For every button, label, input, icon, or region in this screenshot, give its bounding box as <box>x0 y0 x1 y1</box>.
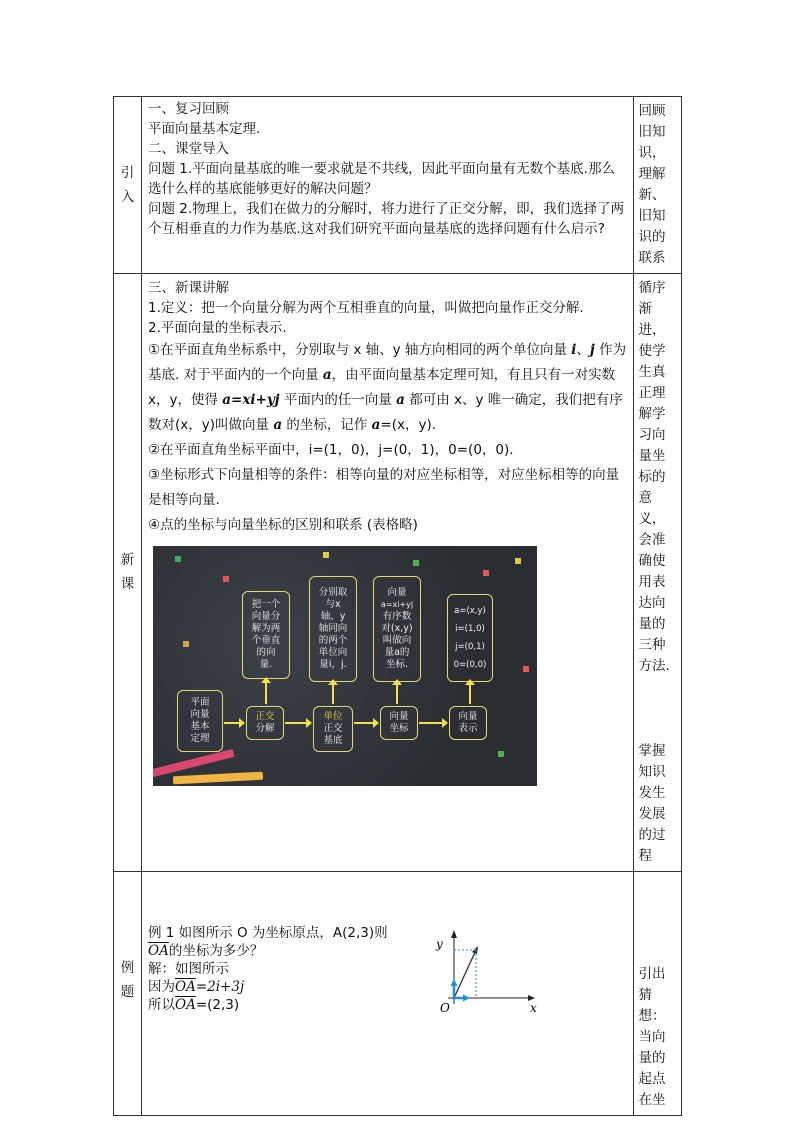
example-label: 例题 <box>120 960 135 1000</box>
example-text <box>148 924 408 1014</box>
vector-oa <box>454 950 476 998</box>
fig-label-origin: O <box>440 1001 450 1015</box>
intro-note-text: 回顾旧知识，理解新、旧知识的联系 <box>638 103 666 266</box>
intro-note <box>634 97 682 274</box>
pencil-yellow-icon <box>173 772 263 785</box>
confetti-mark <box>523 666 529 672</box>
box-vector-representation: 向量 表示 <box>449 706 487 740</box>
new-point-2: ②在平面直角坐标平面中，i=(1，0)，j=(0，1)，0=(0，0). <box>148 442 514 458</box>
new-point-3: ③坐标形式下向量相等的条件：相等向量的对应坐标相等，对应坐标相等的向量是相等向量. <box>148 467 620 508</box>
new-note-text: 循序渐进，使学生真正理解学习向量坐标的意义，会准确使用表达向量的三种方法. <box>638 280 670 674</box>
example-line-4: 因为$\overline{OA}=2i+3j$ <box>148 979 245 995</box>
confetti-mark <box>515 558 521 564</box>
confetti-mark <box>183 641 189 647</box>
new-label: 新课 <box>120 552 135 592</box>
confetti-mark <box>498 751 504 757</box>
row-label-example <box>114 872 142 1116</box>
concept-flow-slide <box>153 546 537 786</box>
example-note-text: 引出猜想：当向量的起点在坐 <box>638 966 666 1108</box>
arrow-right <box>224 722 240 724</box>
example-line-1: 例 1 如图所示 O 为坐标原点，A(2,3)则 <box>148 925 388 941</box>
example-note <box>634 872 682 1116</box>
arrow-up <box>332 684 334 704</box>
box-orthogonal: 正交 分解 <box>246 706 284 740</box>
example-line-2: $\overline{OA}$的坐标为多少？ <box>148 943 264 959</box>
unit-vector-i-arrowhead-icon <box>463 995 470 1002</box>
box-basic-theorem: 平面 向量 基本 定理 <box>177 690 223 752</box>
intro-label: 引入 <box>120 164 135 205</box>
intro-line-3: 二、课堂导入 <box>148 141 229 157</box>
new-coord-title: 2.平面向量的坐标表示. <box>148 320 287 336</box>
row-new <box>114 274 682 872</box>
confetti-mark <box>223 576 229 582</box>
fig-label-x: x <box>530 1001 537 1015</box>
new-point-4: ④点的坐标与向量坐标的区别和联系 (表格略) <box>148 517 418 533</box>
intro-line-1: 一、复习回顾 <box>148 101 229 117</box>
new-note <box>634 274 682 872</box>
arrow-up <box>265 682 267 704</box>
vector-figure <box>432 926 542 1016</box>
row-label-intro <box>114 97 142 274</box>
unit-vector-j-arrowhead-icon <box>451 979 458 986</box>
arrow-right <box>354 722 374 724</box>
arrow-up <box>396 684 398 704</box>
confetti-mark <box>175 556 181 562</box>
arrow-right <box>419 722 443 724</box>
arrow-right <box>285 722 307 724</box>
example-line-3: 解：如图所示 <box>148 961 229 977</box>
intro-content <box>142 97 634 274</box>
box-coordinate-desc: 向量 a=xi+yj 有序数 对(x,y) 叫做向 量a的 坐标. <box>373 576 421 682</box>
intro-line-4: 问题 1.平面向量基底的唯一要求就是不共线，因此平面向量有无数个基底.那么选什么样的基底能够更好的解决问题？ <box>148 161 615 197</box>
new-note-2-text: 掌握知识发生发展的过程 <box>638 743 666 864</box>
new-heading: 三、新课讲解 <box>148 280 229 296</box>
intro-line-5: 问题 2.物理上，我们在做力的分解时，将力进行了正交分解，即，我们选择了两个互相垂直的力作为基底.这对我们研究平面向量基底的选择问题有什么启示? <box>148 201 625 237</box>
confetti-mark <box>323 552 329 558</box>
example-content <box>142 872 634 1116</box>
new-point-1: ①在平面直角坐标系中，分别取与 x 轴、y 轴方向相同的两个单位向量 i、j 作为基底. 对于平面内的一个向量 a，由平面向量基本定理可知，有且只有一对实数 x，y，使得 a=xi+yj 平面内的任一向量 a 都可由 x、y 唯一确定，我们把有序数对(x，y)叫做向量 a 的坐标，记作 a=(x，y). <box>148 342 627 433</box>
intro-line-2: 平面向量基本定理. <box>148 121 261 137</box>
row-example <box>114 872 682 1116</box>
box-vector-coordinate: 向量 坐标 <box>380 706 418 740</box>
row-label-new <box>114 274 142 872</box>
new-content <box>142 274 634 872</box>
box-orthogonal-desc: 把一个 向量分 解为两 个垂直 的向 量. <box>242 591 290 679</box>
example-line-5: 所以$\overline{OA}=(2,3)$ <box>148 997 240 1013</box>
y-axis-arrow-icon <box>451 930 457 938</box>
fig-label-y: y <box>436 937 443 951</box>
arrow-up <box>469 684 471 704</box>
box-representation-desc: a=(x,y) i=(1,0) j=(0,1) 0=(0,0) <box>447 594 493 682</box>
lesson-table <box>113 96 682 1116</box>
confetti-mark <box>483 570 489 576</box>
row-intro <box>114 97 682 274</box>
box-unit-basis-desc: 分别取 与x 轴、y 轴同向 的两个 单位向 量i，j. <box>309 576 357 682</box>
new-definition: 1.定义：把一个向量分解为两个互相垂直的向量，叫做把向量作正交分解. <box>148 300 584 316</box>
box-unit-basis: 单位 正交 基底 <box>313 706 353 752</box>
confetti-mark <box>413 560 419 566</box>
